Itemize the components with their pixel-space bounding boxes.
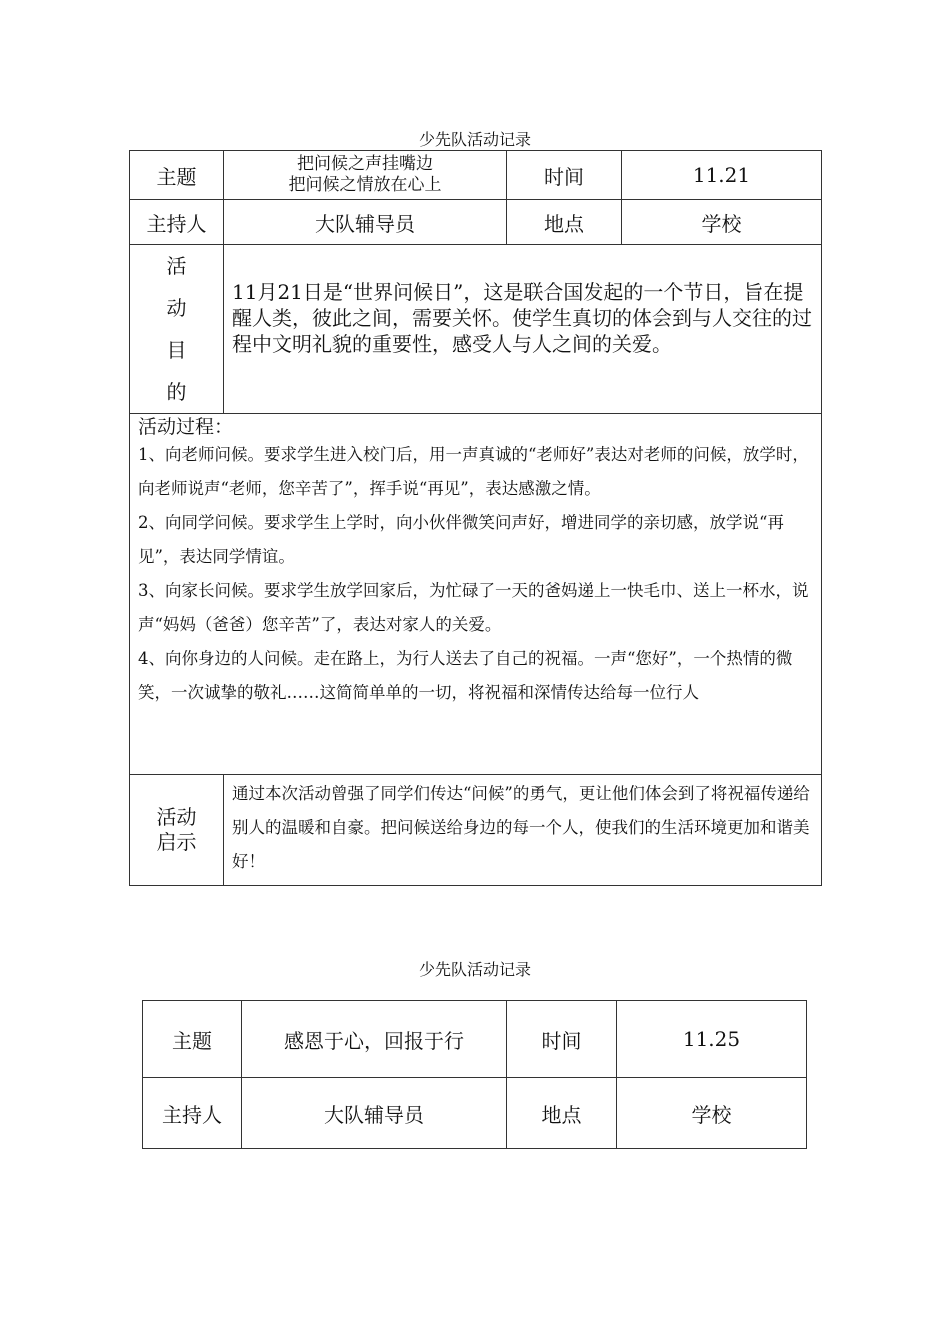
insight-label-line-2: 启示 — [156, 830, 197, 854]
host-value: 大队辅导员 — [224, 200, 507, 245]
host-value-2: 大队辅导员 — [242, 1078, 507, 1149]
time-value-2: 11.25 — [617, 1001, 807, 1078]
process-item-3: 3、向家长问候。要求学生放学回家后，为忙碌了一天的爸妈递上一快毛巾、送上一杯水，说声“妈妈（爸爸）您辛苦”了，表达对家人的关爱。 — [138, 581, 809, 634]
theme-row-2 — [143, 1001, 807, 1078]
place-value-2: 学校 — [617, 1078, 807, 1149]
place-label: 地点 — [507, 200, 622, 245]
host-label: 主持人 — [130, 200, 224, 245]
process-cell — [130, 414, 822, 775]
host-label-2: 主持人 — [143, 1078, 242, 1149]
place-label-2: 地点 — [507, 1078, 617, 1149]
purpose-text: 11月21日是“世界问候日”，这是联合国发起的一个节日，旨在提醒人类，彼此之间，需要关怀。使学生真切的体会到与人交往的过程中文明礼貌的重要性，感受人与人之间的关爱。 — [224, 245, 822, 414]
insight-row — [130, 775, 822, 886]
process-heading: 活动过程： — [138, 416, 234, 438]
purpose-row — [130, 245, 822, 414]
activity-record-table-2 — [142, 1000, 807, 1149]
theme-row — [130, 151, 822, 200]
process-item-4: 4、向你身边的人问候。走在路上，为行人送去了自己的祝福。一声“您好”，一个热情的微笑，一次诚挚的敬礼……这简简单单的一切，将祝福和深情传达给每一位行人 — [138, 649, 793, 702]
theme-line-1: 把问候之声挂嘴边 — [297, 153, 433, 174]
time-label: 时间 — [507, 151, 622, 200]
host-row — [130, 200, 822, 245]
purpose-label-char-2: 动 — [166, 296, 187, 320]
purpose-label-char-4: 的 — [166, 380, 187, 404]
process-item-2: 2、向同学问候。要求学生上学时，向小伙伴微笑问声好，增进同学的亲切感，放学说“再见”，表达同学情谊。 — [138, 513, 784, 566]
theme-line-2: 把问候之情放在心上 — [288, 175, 442, 195]
insight-text: 通过本次活动曾强了同学们传达“问候”的勇气，更让他们体会到了将祝福传递给别人的温暖和自豪。把问候送给身边的每一个人，使我们的生活环境更加和谐美好！ — [224, 775, 822, 886]
purpose-label-char-1: 活 — [166, 254, 187, 278]
time-value: 11.21 — [622, 151, 822, 200]
time-label-2: 时间 — [507, 1001, 617, 1078]
theme-label-2: 主题 — [143, 1001, 242, 1078]
insight-label-line-1: 活动 — [156, 805, 197, 829]
insight-label — [130, 775, 224, 886]
theme-label: 主题 — [130, 151, 224, 200]
theme-value — [224, 151, 507, 200]
host-row-2 — [143, 1078, 807, 1149]
purpose-label — [130, 245, 224, 414]
purpose-label-char-3: 目 — [166, 338, 187, 362]
theme-value-2: 感恩于心，回报于行 — [242, 1001, 507, 1078]
place-value: 学校 — [622, 200, 822, 245]
process-row — [130, 414, 822, 775]
record2-title: 少先队活动记录 — [418, 960, 531, 979]
process-item-1: 1、向老师问候。要求学生进入校门后，用一声真诚的“老师好”表达对老师的问候，放学时，向老师说声“老师，您辛苦了”，挥手说“再见”，表达感激之情。 — [138, 445, 809, 498]
activity-record-table-1 — [129, 150, 822, 886]
record1-title: 少先队活动记录 — [418, 130, 531, 149]
